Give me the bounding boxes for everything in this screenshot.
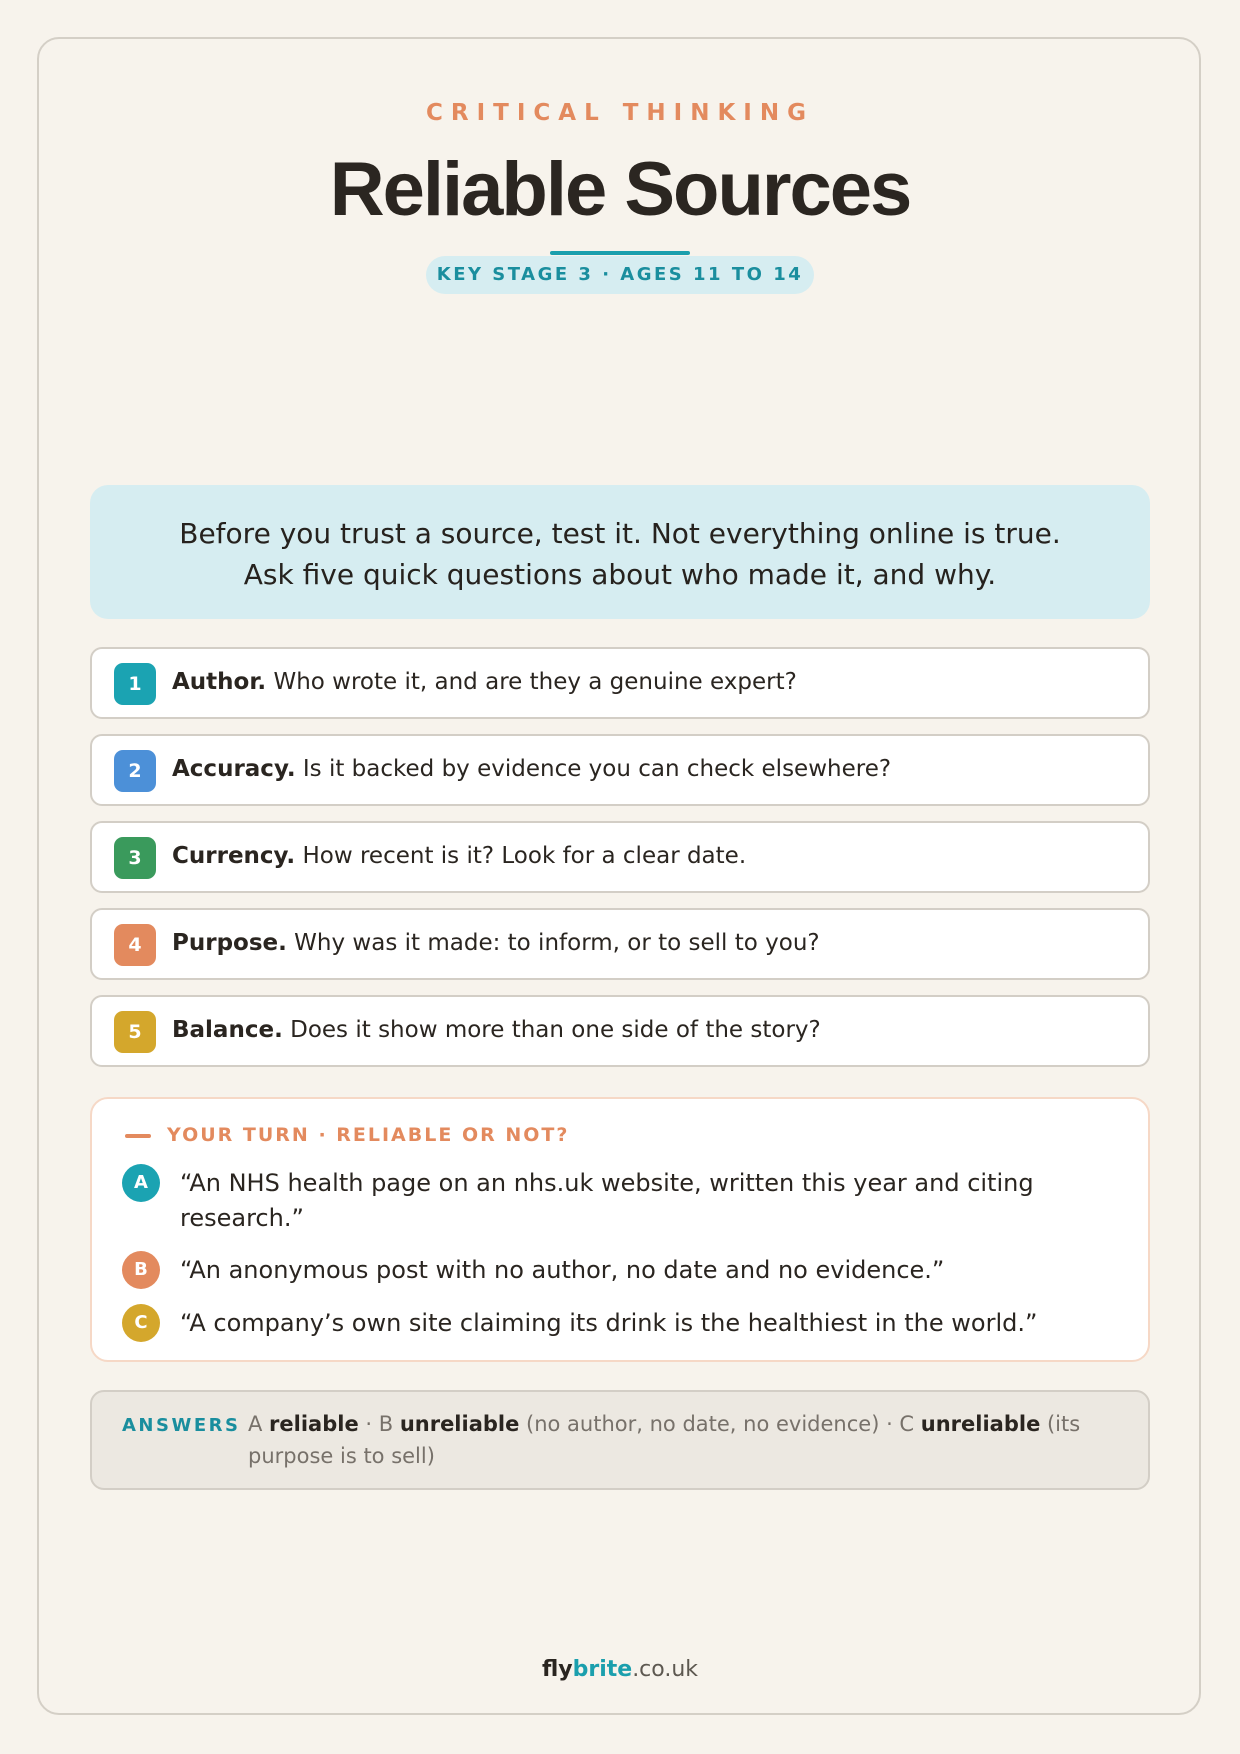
question-number-badge: 3	[114, 837, 156, 879]
example-text: “An NHS health page on an nhs.uk website, written this year and citing research.”	[180, 1169, 1034, 1232]
question-number-badge: 2	[114, 750, 156, 792]
your-turn-panel	[90, 1097, 1150, 1362]
answers-text	[248, 1408, 1108, 1472]
your-turn-heading: YOUR TURN · RELIABLE OR NOT?	[167, 1124, 570, 1146]
answer-c-reason: (its purpose is to sell)	[248, 1412, 1081, 1468]
question-term: Accuracy.	[172, 756, 296, 782]
answer-a-verdict: reliable	[269, 1412, 359, 1436]
question-term: Balance.	[172, 1017, 283, 1043]
question-number-badge: 4	[114, 924, 156, 966]
question-card-currency	[90, 821, 1150, 893]
answer-b-prefix: B	[378, 1412, 400, 1436]
example-text: “An anonymous post with no author, no date and no evidence.”	[180, 1256, 945, 1284]
question-text	[172, 930, 820, 956]
answer-b-verdict: unreliable	[399, 1412, 520, 1436]
answer-separator: ·	[358, 1412, 379, 1436]
answer-c-verdict: unreliable	[920, 1412, 1041, 1436]
answer-separator: ·	[879, 1412, 900, 1436]
question-card-author	[90, 647, 1150, 719]
question-body: Who wrote it, and are they a genuine expert?	[266, 669, 797, 695]
question-number-badge: 5	[114, 1011, 156, 1053]
example-letter-badge: B	[122, 1251, 160, 1289]
answer-c-prefix: C	[899, 1412, 921, 1436]
brand-fly: fly	[541, 1657, 573, 1682]
question-card-balance	[90, 995, 1150, 1067]
kicker-label: CRITICAL THINKING	[426, 100, 814, 126]
example-letter-badge: C	[122, 1304, 160, 1342]
question-body: Does it show more than one side of the story?	[282, 1017, 821, 1043]
example-text: “A company’s own site claiming its drink is the healthiest in the world.”	[180, 1309, 1038, 1337]
key-stage-badge: KEY STAGE 3 · AGES 11 TO 14	[426, 256, 814, 294]
intro-panel	[90, 485, 1150, 619]
intro-text: Before you trust a source, test it. Not everything online is true. Ask five quick questions about who made it, and why.	[179, 517, 1061, 591]
question-body: How recent is it? Look for a clear date.	[295, 843, 747, 869]
question-number-badge: 1	[114, 663, 156, 705]
question-card-accuracy	[90, 734, 1150, 806]
question-term: Purpose.	[172, 930, 287, 956]
page-title: Reliable Sources	[329, 147, 911, 232]
footer-brand	[0, 1657, 1240, 1682]
question-text	[172, 669, 797, 695]
answer-a-prefix: A	[248, 1412, 270, 1436]
question-body: Is it backed by evidence you can check elsewhere?	[295, 756, 892, 782]
question-text	[172, 756, 891, 782]
title-underline	[550, 251, 690, 255]
question-term: Author.	[172, 669, 267, 695]
brand-domain: .co.uk	[632, 1657, 699, 1682]
question-text	[172, 843, 746, 869]
question-list	[90, 647, 1150, 1082]
question-text	[172, 1017, 821, 1043]
question-body: Why was it made: to inform, or to sell to you?	[286, 930, 820, 956]
answers-label: ANSWERS	[122, 1415, 241, 1436]
answers-panel	[90, 1390, 1150, 1490]
answer-b-reason: (no author, no date, no evidence)	[519, 1412, 880, 1436]
example-letter-badge: A	[122, 1164, 160, 1202]
question-card-purpose	[90, 908, 1150, 980]
heading-dash	[125, 1134, 151, 1138]
question-term: Currency.	[172, 843, 296, 869]
brand-brite: brite	[572, 1657, 633, 1682]
